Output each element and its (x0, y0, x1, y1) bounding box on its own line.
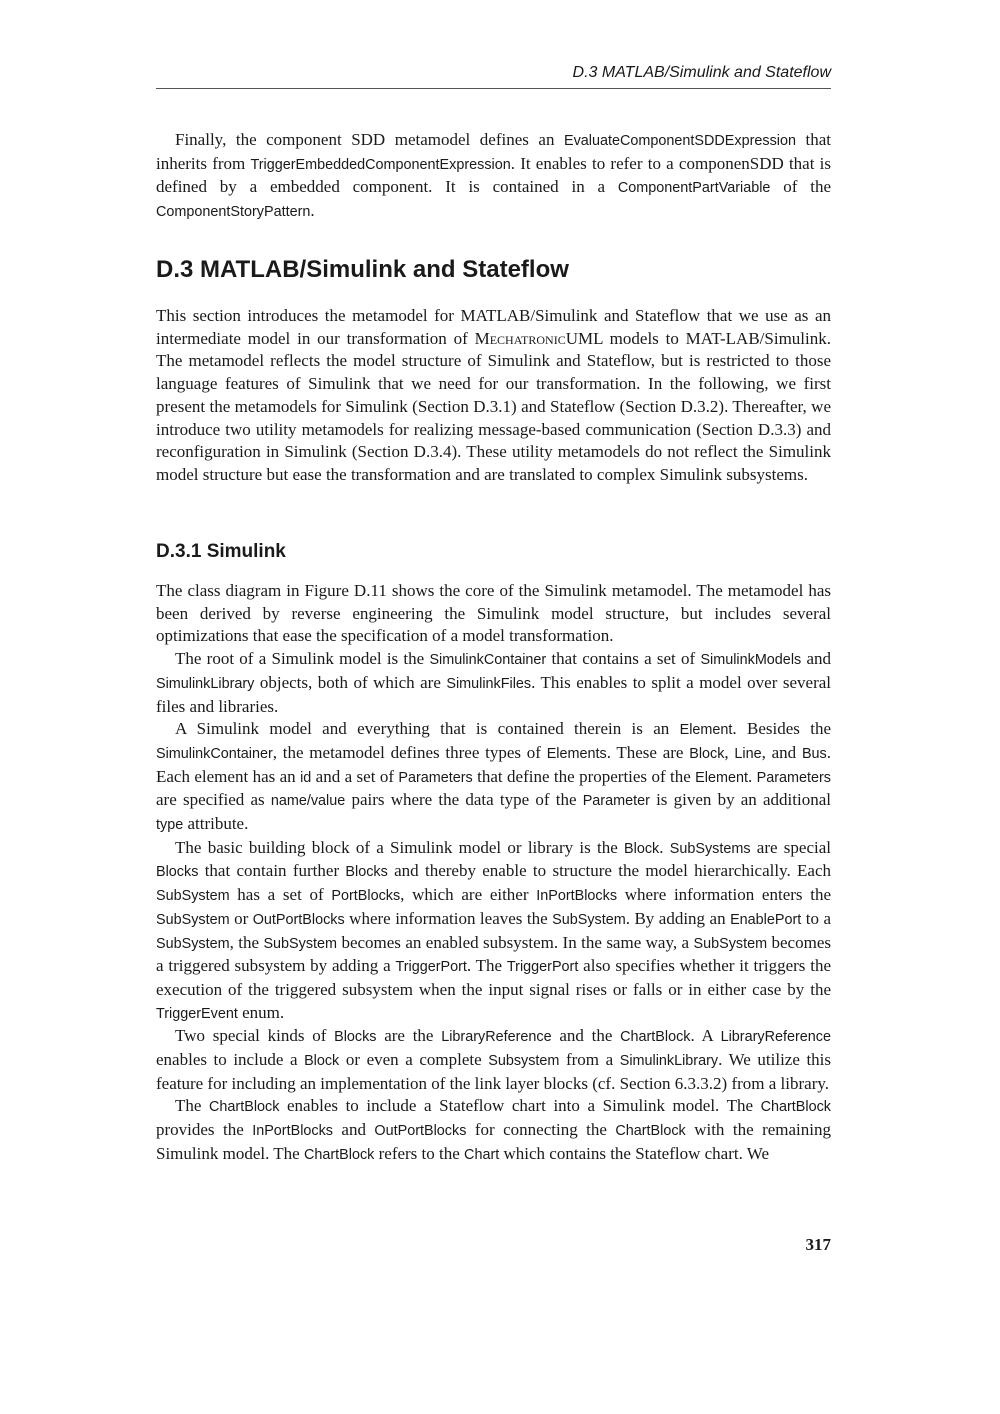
paragraph: The root of a Simulink model is the SimulinkContainer that contains a set of SimulinkModels and SimulinkLibrary objects, both of which are SimulinkFiles. This enables to split a model over several files and libraries. (156, 649, 832, 716)
page-number: 317 (805, 1235, 831, 1254)
subsection-heading: D.3.1 Simulink (156, 541, 286, 562)
subsection-text-block (156, 580, 831, 1167)
paragraph: The class diagram in Figure D.11 shows the core of the Simulink metamodel. The metamodel has been derived by reverse engineering the Simulink model structure, but includes several optimizations that ease the specification of a model transformation. (156, 581, 831, 646)
section-heading: D.3 MATLAB/Simulink and Stateflow (156, 256, 569, 283)
paragraph: A Simulink model and everything that is contained therein is an Element. Besides the SimulinkContainer, the metamodel defines three types of Elements. These are Block, Line, and Bus. Each element has an id and a set of Parameters that define the properties of the Element. Parameters are specified as name/value pairs where the data type of the Parameter is given by an additional type attribute. (156, 719, 832, 834)
paragraph: This section introduces the metamodel for MATLAB/Simulink and Stateflow that we use as an intermediate model in our transformation of MechatronicUML models to MAT-LAB/Simulink. The metamodel reflects the model structure of Simulink and Stateflow, but is restricted to those language features of Simulink that we need for our transformation. In the following, we first present the metamodels for Simulink (Section D.3.1) and Stateflow (Section D.3.2). Thereafter, we introduce two utility metamodels for realizing message-based communication (Section D.3.3) and reconfiguration in Simulink (Section D.3.4). These utility metamodels do not reflect the Simulink model structure but ease the transformation and are translated to complex Simulink subsystems. (156, 306, 831, 484)
intro-text-block (156, 129, 831, 224)
running-header: D.3 MATLAB/Simulink and Stateflow (156, 64, 831, 89)
section-text-block (156, 305, 831, 487)
paragraph: The basic building block of a Simulink model or library is the Block. SubSystems are special Blocks that contain further Blocks and thereby enable to structure the model hierarchically. Each SubSystem has a set of PortBlocks, which are either InPortBlocks where information enters the SubSystem or OutPortBlocks where information leaves the SubSystem. By adding an EnablePort to a SubSystem, the SubSystem becomes an enabled subsystem. In the same way, a SubSystem becomes a triggered subsystem by adding a TriggerPort. The TriggerPort also specifies whether it triggers the execution of the triggered subsystem when the input signal rises or falls or in either case by the TriggerEvent enum. (156, 837, 832, 1022)
paragraph: Finally, the component SDD metamodel defines an EvaluateComponentSDDExpression that inherits from TriggerEmbeddedComponentExpression. It enables to refer to a componenSDD that is defined by a embedded component. It is contained in a ComponentPartVariable of the ComponentStoryPattern. (156, 130, 832, 221)
paragraph: Two special kinds of Blocks are the LibraryReference and the ChartBlock. A LibraryReference enables to include a Block or even a complete Subsystem from a SimulinkLibrary. We utilize this feature for including an implementation of the link layer blocks (cf. Section 6.3.3.2) from a library. (156, 1026, 832, 1093)
paragraph: The ChartBlock enables to include a Stateflow chart into a Simulink model. The ChartBlock provides the InPortBlocks and OutPortBlocks for connecting the ChartBlock with the remaining Simulink model. The ChartBlock refers to the Chart which contains the Stateflow chart. We (156, 1096, 831, 1163)
